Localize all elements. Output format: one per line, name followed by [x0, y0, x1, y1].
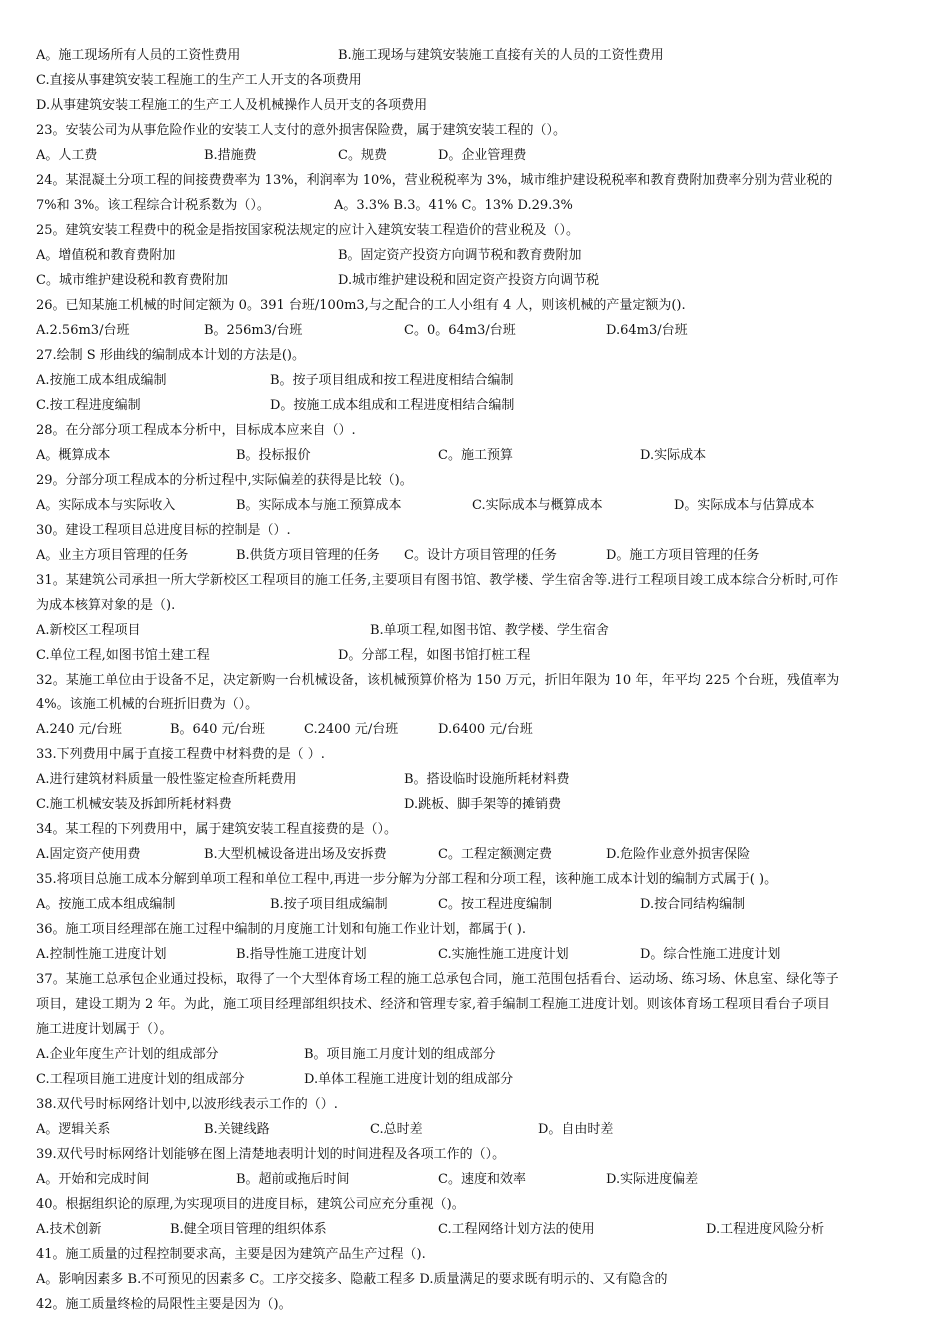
- text-segment: 39.双代号时标网络计划能够在图上清楚地表明计划的时间进程及各项工作的（）。: [36, 1147, 506, 1163]
- text-line: [36, 544, 914, 568]
- text-segment: B。实际成本与施工预算成本: [236, 497, 402, 513]
- text-segment: B。256m3/台班: [204, 322, 303, 338]
- text-segment: D。施工方项目管理的任务: [606, 547, 760, 563]
- text-segment: A.进行建筑材料质量一般性鉴定检查所耗费用: [36, 772, 297, 788]
- text-line: [36, 693, 914, 717]
- text-segment: C。规费: [338, 147, 387, 163]
- text-segment: B.按子项目组成编制: [270, 897, 388, 913]
- text-segment: C.总时差: [370, 1122, 423, 1138]
- text-segment: B.关键线路: [204, 1122, 270, 1138]
- text-segment: C.工程项目施工进度计划的组成部分: [36, 1072, 245, 1088]
- text-segment: B.大型机械设备进出场及安拆费: [204, 847, 387, 863]
- text-line: [36, 294, 914, 318]
- text-line: [36, 219, 914, 243]
- text-segment: C。0。64m3/台班: [404, 322, 516, 338]
- text-line: [36, 1293, 914, 1317]
- text-segment: D.工程进度风险分析: [706, 1222, 825, 1238]
- text-line: [36, 469, 914, 493]
- text-line: [36, 94, 914, 118]
- text-segment: A。实际成本与实际收入: [36, 497, 176, 513]
- text-segment: D.实际成本: [640, 447, 707, 463]
- text-line: [36, 818, 914, 842]
- text-segment: 41。施工质量的过程控制要求高，主要是因为建筑产品生产过程（).: [36, 1247, 426, 1263]
- text-segment: 30。建设工程项目总进度目标的控制是（）.: [36, 522, 291, 538]
- text-segment: A.技术创新: [36, 1222, 102, 1238]
- text-segment: C。按工程进度编制: [438, 897, 552, 913]
- text-segment: C。施工预算: [438, 447, 513, 463]
- text-line: [36, 244, 914, 268]
- text-line: [36, 993, 914, 1017]
- text-segment: D.64m3/台班: [606, 322, 688, 338]
- text-line: [36, 594, 914, 618]
- text-segment: C。速度和效率: [438, 1172, 526, 1188]
- text-segment: 40。根据组织论的原理,为实现项目的进度目标，建筑公司应充分重视（)。: [36, 1197, 465, 1213]
- text-line: [36, 1068, 914, 1092]
- text-segment: D.按合同结构编制: [640, 897, 746, 913]
- text-segment: A。增值税和教育费附加: [36, 247, 176, 263]
- text-line: [36, 69, 914, 93]
- text-line: [36, 194, 914, 218]
- text-segment: D.6400 元/台班: [438, 722, 533, 738]
- text-segment: C。城市维护建设税和教育费附加: [36, 272, 228, 288]
- text-line: [36, 144, 914, 168]
- text-line: [36, 1043, 914, 1067]
- text-segment: A.固定资产使用费: [36, 847, 141, 863]
- text-segment: C.直接从事建筑安装工程施工的生产工人开支的各项费用: [36, 72, 362, 88]
- text-segment: B.健全项目管理的组织体系: [170, 1222, 327, 1238]
- text-segment: B。项目施工月度计划的组成部分: [304, 1047, 496, 1063]
- text-segment: C.实际成本与概算成本: [472, 497, 603, 513]
- text-segment: 42。施工质量终检的局限性主要是因为（)。: [36, 1297, 292, 1312]
- text-segment: C.2400 元/台班: [304, 722, 399, 738]
- text-segment: C.工程网络计划方法的使用: [438, 1222, 595, 1238]
- text-segment: A。按施工成本组成编制: [36, 897, 176, 913]
- text-segment: 35.将项目总施工成本分解到单项工程和单位工程中,再进一步分解为分部工程和分项工程，该种施工成本计划的编制方式属于( )。: [36, 872, 778, 888]
- text-line: [36, 793, 914, 817]
- text-segment: A。影响因素多 B.不可预见的因素多 C。工序交接多、隐蔽工程多 D.质量满足的要求既有明示的、又有隐含的: [36, 1272, 668, 1288]
- text-segment: A。人工费: [36, 147, 98, 163]
- text-segment: B.单项工程,如图书馆、教学楼、学生宿舍: [370, 622, 609, 638]
- text-segment: A。逻辑关系: [36, 1122, 111, 1138]
- text-line: [36, 943, 914, 967]
- text-line: [36, 1168, 914, 1192]
- text-line: [36, 893, 914, 917]
- text-line: [36, 519, 914, 543]
- text-segment: D。企业管理费: [438, 147, 527, 163]
- text-segment: 为成本核算对象的是（).: [36, 597, 176, 613]
- text-segment: 32。某施工单位由于设备不足，决定新购一台机械设备，该机械预算价格为 150 万元，折旧年限为 10 年，年平均 225 个台班，残值率为: [36, 672, 840, 688]
- text-segment: 施工进度计划属于（）。: [36, 1022, 173, 1038]
- text-segment: C。工程定额测定费: [438, 847, 552, 863]
- text-segment: B。按子项目组成和按工程进度相结合编制: [270, 372, 514, 388]
- text-segment: C.单位工程,如图书馆土建工程: [36, 647, 210, 663]
- text-segment: A。施工现场所有人员的工资性费用: [36, 48, 241, 63]
- text-segment: A.新校区工程项目: [36, 622, 141, 638]
- text-segment: 31。某建筑公司承担一所大学新校区工程项目的施工任务,主要项目有图书馆、教学楼、学生宿舍等.进行工程项目竣工成本综合分析时,可作: [36, 572, 839, 588]
- text-line: [36, 494, 914, 518]
- text-segment: B.供货方项目管理的任务: [236, 547, 380, 563]
- text-segment: A。开始和完成时间: [36, 1172, 150, 1188]
- text-segment: C.施工机械安装及拆卸所耗材料费: [36, 797, 232, 813]
- text-segment: 36。施工项目经理部在施工过程中编制的月度施工计划和旬施工作业计划，都属于( ).: [36, 922, 526, 938]
- text-segment: A。概算成本: [36, 447, 111, 463]
- text-segment: 23。安装公司为从事危险作业的安装工人支付的意外损害保险费，属于建筑安装工程的（）。: [36, 122, 567, 138]
- text-segment: D.跳板、脚手架等的摊销费: [404, 797, 562, 813]
- text-line: [36, 444, 914, 468]
- text-segment: B。搭设临时设施所耗材料费: [404, 772, 570, 788]
- text-segment: C.实施性施工进度计划: [438, 947, 569, 963]
- text-line: [36, 918, 914, 942]
- text-line: [36, 44, 914, 68]
- text-line: [36, 269, 914, 293]
- text-line: [36, 644, 914, 668]
- text-line: [36, 669, 914, 693]
- text-line: [36, 768, 914, 792]
- text-line: [36, 1193, 914, 1217]
- text-segment: 24。某混凝土分项工程的间接费费率为 13%，利润率为 10%，营业税税率为 3%，城市维护建设税税率和教育费附加费率分别为营业税的: [36, 172, 833, 188]
- text-segment: D。实际成本与估算成本: [674, 497, 815, 513]
- text-line: [36, 843, 914, 867]
- text-line: [36, 1093, 914, 1117]
- text-segment: D。按施工成本组成和工程进度相结合编制: [270, 397, 515, 413]
- text-line: [36, 868, 914, 892]
- text-segment: D.从事建筑安装工程施工的生产工人及机械操作人员开支的各项费用: [36, 97, 428, 113]
- text-segment: 25。建筑安装工程费中的税金是指按国家税法规定的应计入建筑安装工程造价的营业税及（）。: [36, 222, 580, 238]
- text-line: [36, 1118, 914, 1142]
- text-segment: B.指导性施工进度计划: [236, 947, 367, 963]
- text-segment: A.2.56m3/台班: [36, 322, 130, 338]
- text-segment: A.控制性施工进度计划: [36, 947, 167, 963]
- text-segment: 27.绘制 S 形曲线的编制成本计划的方法是()。: [36, 347, 305, 363]
- text-segment: 7%和 3%。该工程综合计税系数为（）。: [36, 197, 270, 213]
- text-segment: 34。某工程的下列费用中，属于建筑安装工程直接费的是（）。: [36, 822, 398, 838]
- text-segment: B。投标报价: [236, 447, 311, 463]
- text-segment: 项目，建设工期为 2 年。为此，施工项目经理部组织技术、经济和管理专家,着手编制工程施工进度计划。则该体育场工程项目看台子项目: [36, 997, 830, 1013]
- text-line: [36, 718, 914, 742]
- text-line: [36, 119, 914, 143]
- text-segment: D。综合性施工进度计划: [640, 947, 781, 963]
- text-line: [36, 1243, 914, 1267]
- text-segment: 4%。该施工机械的台班折旧费为（）。: [36, 697, 259, 713]
- text-segment: D.城市维护建设税和固定资产投资方向调节税: [338, 272, 600, 288]
- text-line: [36, 369, 914, 393]
- text-segment: B。固定资产投资方向调节税和教育费附加: [338, 247, 582, 263]
- text-line: [36, 1143, 914, 1167]
- text-segment: D。自由时差: [538, 1122, 614, 1138]
- text-line: [36, 394, 914, 418]
- text-line: [36, 1268, 914, 1292]
- text-line: [36, 344, 914, 368]
- text-segment: A.按施工成本组成编制: [36, 372, 167, 388]
- text-segment: D.单体工程施工进度计划的组成部分: [304, 1072, 514, 1088]
- text-segment: A。3.3% B.3。41% C。13% D.29.3%: [334, 197, 573, 213]
- text-line: [36, 968, 914, 992]
- text-segment: 29。分部分项工程成本的分析过程中,实际偏差的获得是比较（)。: [36, 472, 413, 488]
- text-segment: 28。在分部分项工程成本分析中，目标成本应来自（）.: [36, 422, 356, 438]
- text-line: [36, 1018, 914, 1042]
- text-segment: A。业主方项目管理的任务: [36, 547, 189, 563]
- text-segment: B.措施费: [204, 147, 257, 163]
- text-segment: B。超前或拖后时间: [236, 1172, 350, 1188]
- text-segment: 37。某施工总承包企业通过投标，取得了一个大型体育场工程的施工总承包合同，施工范围包括看台、运动场、练习场、休息室、绿化等子: [36, 972, 839, 988]
- text-segment: A.240 元/台班: [36, 722, 122, 738]
- text-line: [36, 169, 914, 193]
- text-segment: D。分部工程，如图书馆打桩工程: [338, 647, 531, 663]
- text-line: [36, 569, 914, 593]
- text-line: [36, 1218, 914, 1242]
- text-segment: B。640 元/台班: [170, 722, 265, 738]
- text-line: [36, 419, 914, 443]
- text-segment: A.企业年度生产计划的组成部分: [36, 1047, 219, 1063]
- text-line: [36, 319, 914, 343]
- text-segment: B.施工现场与建筑安装施工直接有关的人员的工资性费用: [338, 48, 664, 63]
- text-segment: C.按工程进度编制: [36, 397, 141, 413]
- text-segment: C。设计方项目管理的任务: [404, 547, 557, 563]
- text-segment: 26。已知某施工机械的时间定额为 0。391 台班/100m3,与之配合的工人小组有 4 人，则该机械的产量定额为().: [36, 297, 686, 313]
- text-line: [36, 619, 914, 643]
- text-segment: D.危险作业意外损害保险: [606, 847, 751, 863]
- text-segment: 38.双代号时标网络计划中,以波形线表示工作的（）.: [36, 1097, 338, 1113]
- text-line: [36, 743, 914, 767]
- text-segment: 33.下列费用中属于直接工程费中材料费的是（ ）.: [36, 747, 325, 763]
- text-segment: D.实际进度偏差: [606, 1172, 699, 1188]
